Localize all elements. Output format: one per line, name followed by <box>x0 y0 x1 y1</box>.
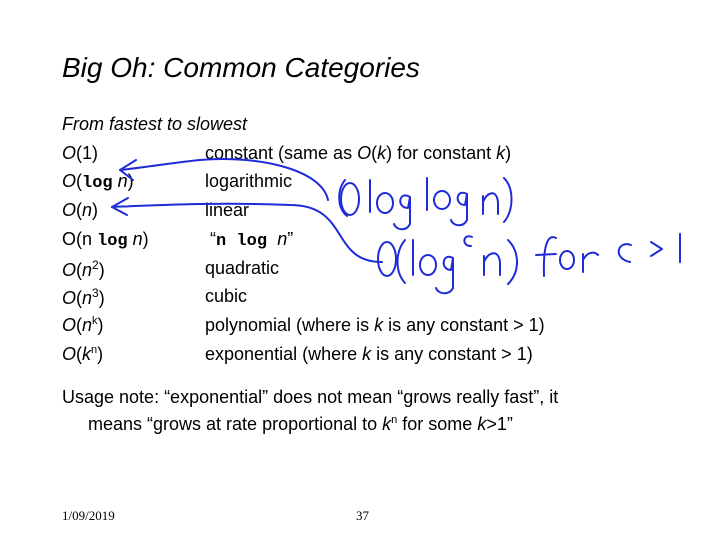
complexity-notation: $O(n^2)$ <box>62 258 105 280</box>
usage-note-line-1: Usage note: “exponential” does not mean “grows really fast”, it <box>62 387 559 407</box>
category-row-exponential <box>62 344 622 368</box>
page-number: 37 <box>356 508 369 523</box>
category-description: quadratic <box>205 258 280 278</box>
category-description: logarithmic <box>205 171 293 191</box>
category-description: cubic <box>205 286 248 306</box>
category-row-quadratic <box>62 258 622 282</box>
category-row-logarithmic <box>62 171 622 195</box>
category-description: linear <box>205 200 250 220</box>
complexity-notation: $O(n^3)$ <box>62 286 105 308</box>
category-row-polynomial <box>62 315 622 339</box>
category-row-linear <box>62 200 622 224</box>
complexity-notation: O(n log n) <box>62 229 149 251</box>
category-description: polynomial (where is k is any constant > 1) <box>205 315 545 335</box>
category-description: “n log n” <box>210 229 294 251</box>
slide-subtitle: From fastest to slowest <box>62 114 248 134</box>
footer-date: 1/09/2019 <box>62 508 115 523</box>
usage-note <box>62 386 662 436</box>
usage-note-line-2: means “grows at rate proportional to $k^n$ for some k>1” <box>88 414 513 434</box>
complexity-notation: O(n) <box>62 200 99 220</box>
complexity-notation: O(1) <box>62 143 99 163</box>
category-row-cubic <box>62 286 622 310</box>
complexity-notation: O(log n) <box>62 171 134 193</box>
category-description: exponential (where k is any constant > 1) <box>205 344 533 364</box>
complexity-notation: $O(k^n)$ <box>62 344 104 364</box>
category-description: constant (same as O(k) for constant k) <box>205 143 512 163</box>
category-row-nlogn <box>62 229 622 253</box>
category-row-constant <box>62 143 622 167</box>
slide-title: Big Oh: Common Categories <box>62 52 420 83</box>
complexity-notation: $O(n^k)$ <box>62 315 104 335</box>
